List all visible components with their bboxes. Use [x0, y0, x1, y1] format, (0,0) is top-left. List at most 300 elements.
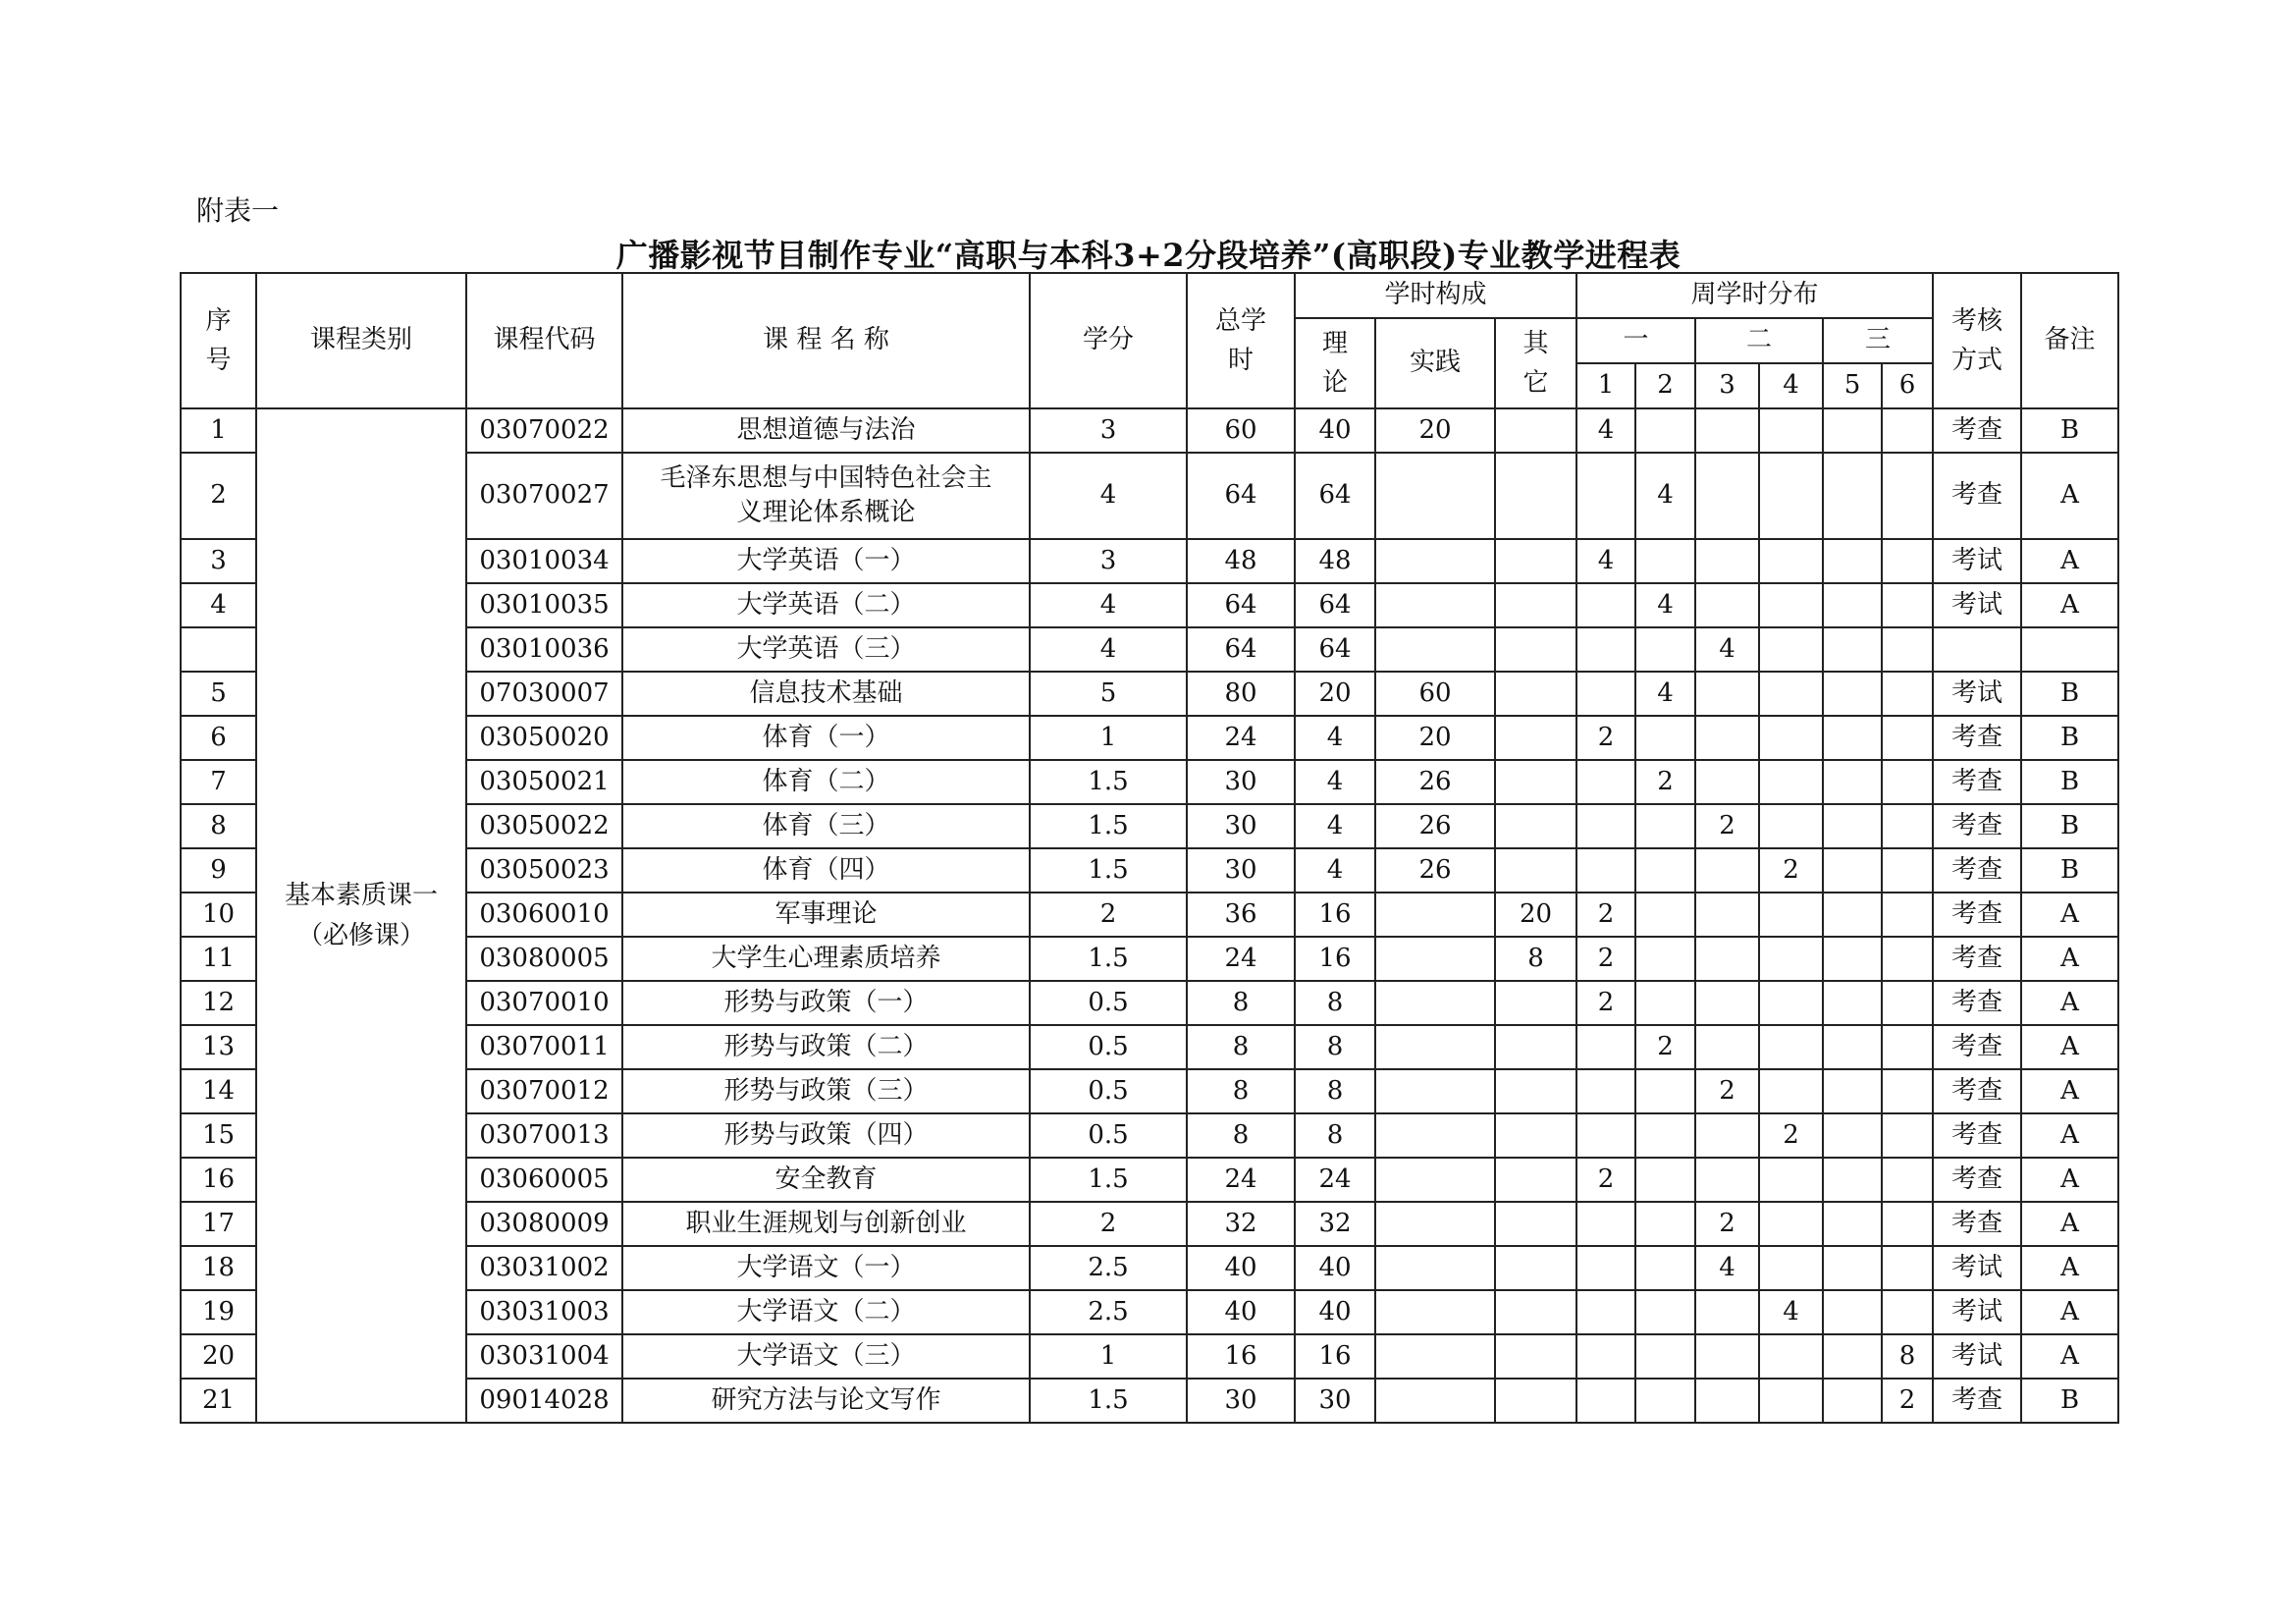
other-hours — [1495, 1202, 1576, 1246]
semester-6-hours — [1882, 1113, 1933, 1158]
theory-hours: 40 — [1295, 1246, 1375, 1290]
course-code: 09014028 — [466, 1379, 622, 1423]
header-weekly-distribution: 周学时分布 — [1576, 273, 1933, 318]
semester-5-hours — [1823, 539, 1882, 583]
semester-4-hours — [1759, 937, 1823, 981]
semester-2-hours — [1635, 1379, 1695, 1423]
course-code: 03010034 — [466, 539, 622, 583]
row-seq: 9 — [181, 848, 256, 893]
course-name: 大学英语（一） — [622, 539, 1030, 583]
assessment-method: 考查 — [1933, 848, 2021, 893]
semester-3-hours: 4 — [1695, 627, 1759, 672]
row-seq: 7 — [181, 760, 256, 804]
total-hours: 30 — [1187, 760, 1295, 804]
practice-hours — [1375, 1290, 1495, 1334]
total-hours: 30 — [1187, 804, 1295, 848]
semester-6-hours — [1882, 716, 1933, 760]
table-row — [181, 1334, 2118, 1379]
semester-2-hours — [1635, 627, 1695, 672]
table-row — [181, 1025, 2118, 1069]
semester-2-hours — [1635, 1069, 1695, 1113]
semester-1-hours: 2 — [1576, 981, 1635, 1025]
practice-hours — [1375, 981, 1495, 1025]
row-seq: 8 — [181, 804, 256, 848]
semester-6-hours — [1882, 453, 1933, 539]
remark: A — [2021, 1202, 2118, 1246]
semester-6-hours — [1882, 893, 1933, 937]
assessment-method: 考试 — [1933, 539, 2021, 583]
remark — [2021, 627, 2118, 672]
semester-6-hours — [1882, 583, 1933, 627]
semester-6-hours — [1882, 760, 1933, 804]
table-row — [181, 1069, 2118, 1113]
semester-3-hours — [1695, 937, 1759, 981]
assessment-method: 考试 — [1933, 583, 2021, 627]
remark: A — [2021, 453, 2118, 539]
table-row — [181, 937, 2118, 981]
semester-4-hours — [1759, 1334, 1823, 1379]
header-year-1: 一 — [1576, 318, 1695, 363]
header-remarks: 备注 — [2021, 273, 2118, 408]
remark: A — [2021, 1069, 2118, 1113]
header-name: 课 程 名 称 — [622, 273, 1030, 408]
semester-1-hours — [1576, 1069, 1635, 1113]
credits: 2.5 — [1030, 1290, 1187, 1334]
total-hours: 64 — [1187, 583, 1295, 627]
semester-1-hours: 2 — [1576, 716, 1635, 760]
course-code: 03050023 — [466, 848, 622, 893]
course-name: 体育（三） — [622, 804, 1030, 848]
semester-3-hours — [1695, 1379, 1759, 1423]
semester-3-hours: 2 — [1695, 1069, 1759, 1113]
other-hours — [1495, 1290, 1576, 1334]
practice-hours: 60 — [1375, 672, 1495, 716]
course-code: 03070022 — [466, 408, 622, 453]
semester-5-hours — [1823, 981, 1882, 1025]
semester-3-hours — [1695, 1025, 1759, 1069]
assessment-method: 考查 — [1933, 408, 2021, 453]
semester-2-hours: 2 — [1635, 1025, 1695, 1069]
table-row — [181, 627, 2118, 672]
theory-hours: 4 — [1295, 760, 1375, 804]
practice-hours: 26 — [1375, 848, 1495, 893]
credits: 0.5 — [1030, 1069, 1187, 1113]
semester-4-hours — [1759, 583, 1823, 627]
total-hours: 30 — [1187, 1379, 1295, 1423]
remark: B — [2021, 716, 2118, 760]
table-row — [181, 1158, 2118, 1202]
course-name: 思想道德与法治 — [622, 408, 1030, 453]
practice-hours — [1375, 539, 1495, 583]
course-code: 03050022 — [466, 804, 622, 848]
semester-1-hours — [1576, 1379, 1635, 1423]
semester-5-hours — [1823, 1025, 1882, 1069]
semester-6-hours — [1882, 539, 1933, 583]
practice-hours — [1375, 1158, 1495, 1202]
semester-2-hours — [1635, 539, 1695, 583]
semester-2-hours — [1635, 804, 1695, 848]
practice-hours: 26 — [1375, 804, 1495, 848]
other-hours — [1495, 804, 1576, 848]
semester-1-hours — [1576, 672, 1635, 716]
practice-hours — [1375, 893, 1495, 937]
semester-5-hours — [1823, 627, 1882, 672]
semester-4-hours — [1759, 1246, 1823, 1290]
other-hours — [1495, 583, 1576, 627]
practice-hours — [1375, 1069, 1495, 1113]
course-name: 体育（一） — [622, 716, 1030, 760]
header-semester-6: 6 — [1882, 363, 1933, 408]
semester-6-hours — [1882, 627, 1933, 672]
semester-3-hours: 2 — [1695, 804, 1759, 848]
remark: B — [2021, 408, 2118, 453]
row-seq: 4 — [181, 583, 256, 627]
header-year-2: 二 — [1695, 318, 1823, 363]
semester-4-hours: 4 — [1759, 1290, 1823, 1334]
practice-hours — [1375, 1334, 1495, 1379]
semester-1-hours — [1576, 583, 1635, 627]
credits: 0.5 — [1030, 1113, 1187, 1158]
other-hours — [1495, 1113, 1576, 1158]
semester-4-hours — [1759, 1158, 1823, 1202]
theory-hours: 32 — [1295, 1202, 1375, 1246]
remark: A — [2021, 1158, 2118, 1202]
semester-2-hours — [1635, 1113, 1695, 1158]
course-code: 03010035 — [466, 583, 622, 627]
theory-hours: 8 — [1295, 1113, 1375, 1158]
course-name: 大学英语（二） — [622, 583, 1030, 627]
course-name: 信息技术基础 — [622, 672, 1030, 716]
table-body — [181, 408, 2118, 1423]
semester-3-hours — [1695, 583, 1759, 627]
semester-1-hours — [1576, 804, 1635, 848]
other-hours — [1495, 1379, 1576, 1423]
course-name: 大学英语（三） — [622, 627, 1030, 672]
course-name: 职业生涯规划与创新创业 — [622, 1202, 1030, 1246]
assessment-method: 考查 — [1933, 1202, 2021, 1246]
credits: 4 — [1030, 583, 1187, 627]
practice-hours — [1375, 627, 1495, 672]
course-code: 03080005 — [466, 937, 622, 981]
theory-hours: 4 — [1295, 848, 1375, 893]
row-seq: 3 — [181, 539, 256, 583]
row-seq: 10 — [181, 893, 256, 937]
table-row — [181, 716, 2118, 760]
course-code: 03070010 — [466, 981, 622, 1025]
total-hours: 40 — [1187, 1246, 1295, 1290]
course-code: 03031003 — [466, 1290, 622, 1334]
assessment-method: 考查 — [1933, 716, 2021, 760]
course-name: 形势与政策（一） — [622, 981, 1030, 1025]
semester-4-hours — [1759, 981, 1823, 1025]
semester-6-hours — [1882, 1025, 1933, 1069]
semester-5-hours — [1823, 408, 1882, 453]
total-hours: 24 — [1187, 1158, 1295, 1202]
table-row — [181, 1246, 2118, 1290]
assessment-method: 考查 — [1933, 1158, 2021, 1202]
semester-5-hours — [1823, 848, 1882, 893]
assessment-method: 考查 — [1933, 453, 2021, 539]
assessment-method: 考试 — [1933, 1290, 2021, 1334]
semester-6-hours — [1882, 672, 1933, 716]
semester-5-hours — [1823, 1202, 1882, 1246]
semester-2-hours — [1635, 1334, 1695, 1379]
semester-2-hours — [1635, 1246, 1695, 1290]
course-category: 基本素质课一 （必修课） — [256, 408, 466, 1423]
table-row — [181, 981, 2118, 1025]
semester-1-hours — [1576, 1290, 1635, 1334]
course-name: 形势与政策（三） — [622, 1069, 1030, 1113]
semester-1-hours — [1576, 1025, 1635, 1069]
semester-4-hours — [1759, 804, 1823, 848]
semester-3-hours — [1695, 1158, 1759, 1202]
practice-hours — [1375, 453, 1495, 539]
credits: 0.5 — [1030, 981, 1187, 1025]
other-hours — [1495, 848, 1576, 893]
semester-6-hours: 8 — [1882, 1334, 1933, 1379]
course-code: 03070011 — [466, 1025, 622, 1069]
total-hours: 24 — [1187, 716, 1295, 760]
semester-5-hours — [1823, 1290, 1882, 1334]
practice-hours — [1375, 1202, 1495, 1246]
other-hours: 20 — [1495, 893, 1576, 937]
semester-6-hours — [1882, 408, 1933, 453]
semester-3-hours — [1695, 981, 1759, 1025]
teaching-plan-table — [180, 272, 2119, 1424]
semester-5-hours — [1823, 1334, 1882, 1379]
header-credits: 学分 — [1030, 273, 1187, 408]
course-name: 大学语文（二） — [622, 1290, 1030, 1334]
semester-3-hours — [1695, 716, 1759, 760]
practice-hours — [1375, 583, 1495, 627]
other-hours — [1495, 981, 1576, 1025]
semester-4-hours — [1759, 716, 1823, 760]
table-row — [181, 848, 2118, 893]
credits: 0.5 — [1030, 1025, 1187, 1069]
other-hours — [1495, 408, 1576, 453]
remark: B — [2021, 672, 2118, 716]
header-semester-2: 2 — [1635, 363, 1695, 408]
course-code: 03050020 — [466, 716, 622, 760]
course-code: 03070027 — [466, 453, 622, 539]
theory-hours: 16 — [1295, 893, 1375, 937]
course-name: 形势与政策（二） — [622, 1025, 1030, 1069]
semester-5-hours — [1823, 760, 1882, 804]
practice-hours — [1375, 1113, 1495, 1158]
semester-2-hours: 4 — [1635, 453, 1695, 539]
semester-2-hours — [1635, 1290, 1695, 1334]
semester-2-hours — [1635, 848, 1695, 893]
semester-4-hours — [1759, 1379, 1823, 1423]
semester-1-hours: 2 — [1576, 893, 1635, 937]
assessment-method: 考查 — [1933, 981, 2021, 1025]
header-other: 其 它 — [1495, 318, 1576, 408]
semester-5-hours — [1823, 583, 1882, 627]
header-semester-1: 1 — [1576, 363, 1635, 408]
total-hours: 64 — [1187, 627, 1295, 672]
total-hours: 36 — [1187, 893, 1295, 937]
semester-1-hours — [1576, 760, 1635, 804]
semester-3-hours — [1695, 408, 1759, 453]
semester-3-hours — [1695, 1290, 1759, 1334]
course-name: 大学语文（一） — [622, 1246, 1030, 1290]
header-semester-3: 3 — [1695, 363, 1759, 408]
header-assessment: 考核 方式 — [1933, 273, 2021, 408]
credits: 1.5 — [1030, 804, 1187, 848]
course-name: 研究方法与论文写作 — [622, 1379, 1030, 1423]
header-practice: 实践 — [1375, 318, 1495, 408]
theory-hours: 4 — [1295, 716, 1375, 760]
practice-hours: 20 — [1375, 408, 1495, 453]
header-category: 课程类别 — [256, 273, 466, 408]
header-total-hours: 总学 时 — [1187, 273, 1295, 408]
semester-4-hours — [1759, 453, 1823, 539]
header-year-3: 三 — [1823, 318, 1933, 363]
semester-2-hours: 2 — [1635, 760, 1695, 804]
theory-hours: 48 — [1295, 539, 1375, 583]
total-hours: 30 — [1187, 848, 1295, 893]
total-hours: 8 — [1187, 1025, 1295, 1069]
remark: A — [2021, 1334, 2118, 1379]
semester-5-hours — [1823, 893, 1882, 937]
semester-3-hours — [1695, 672, 1759, 716]
other-hours — [1495, 539, 1576, 583]
assessment-method: 考试 — [1933, 1246, 2021, 1290]
other-hours — [1495, 1246, 1576, 1290]
theory-hours: 8 — [1295, 981, 1375, 1025]
semester-4-hours — [1759, 760, 1823, 804]
semester-1-hours — [1576, 1334, 1635, 1379]
theory-hours: 40 — [1295, 408, 1375, 453]
assessment-method: 考试 — [1933, 1334, 2021, 1379]
semester-3-hours — [1695, 1113, 1759, 1158]
total-hours: 24 — [1187, 937, 1295, 981]
header-semester-5: 5 — [1823, 363, 1882, 408]
row-seq: 19 — [181, 1290, 256, 1334]
semester-1-hours — [1576, 627, 1635, 672]
table-row — [181, 1290, 2118, 1334]
theory-hours: 16 — [1295, 937, 1375, 981]
remark: A — [2021, 893, 2118, 937]
course-name: 体育（二） — [622, 760, 1030, 804]
assessment-method: 考查 — [1933, 1113, 2021, 1158]
semester-4-hours — [1759, 627, 1823, 672]
practice-hours — [1375, 1379, 1495, 1423]
course-name: 形势与政策（四） — [622, 1113, 1030, 1158]
credits: 1.5 — [1030, 1379, 1187, 1423]
table-row — [181, 408, 2118, 453]
remark: B — [2021, 760, 2118, 804]
semester-4-hours — [1759, 1025, 1823, 1069]
total-hours: 16 — [1187, 1334, 1295, 1379]
semester-6-hours — [1882, 848, 1933, 893]
header-seq: 序 号 — [181, 273, 256, 408]
row-seq: 2 — [181, 453, 256, 539]
semester-5-hours — [1823, 716, 1882, 760]
semester-6-hours — [1882, 1069, 1933, 1113]
other-hours — [1495, 672, 1576, 716]
other-hours — [1495, 716, 1576, 760]
practice-hours: 20 — [1375, 716, 1495, 760]
remark: A — [2021, 937, 2118, 981]
remark: A — [2021, 1290, 2118, 1334]
credits: 4 — [1030, 453, 1187, 539]
theory-hours: 24 — [1295, 1158, 1375, 1202]
semester-1-hours: 2 — [1576, 937, 1635, 981]
total-hours: 40 — [1187, 1290, 1295, 1334]
semester-3-hours — [1695, 453, 1759, 539]
practice-hours: 26 — [1375, 760, 1495, 804]
theory-hours: 64 — [1295, 627, 1375, 672]
remark: A — [2021, 583, 2118, 627]
semester-5-hours — [1823, 1113, 1882, 1158]
other-hours — [1495, 760, 1576, 804]
other-hours — [1495, 627, 1576, 672]
semester-2-hours — [1635, 1202, 1695, 1246]
course-name: 安全教育 — [622, 1158, 1030, 1202]
other-hours: 8 — [1495, 937, 1576, 981]
semester-1-hours — [1576, 1113, 1635, 1158]
semester-1-hours — [1576, 848, 1635, 893]
total-hours: 8 — [1187, 1069, 1295, 1113]
theory-hours: 40 — [1295, 1290, 1375, 1334]
assessment-method: 考查 — [1933, 1025, 2021, 1069]
row-seq: 16 — [181, 1158, 256, 1202]
semester-6-hours — [1882, 981, 1933, 1025]
course-code: 03031004 — [466, 1334, 622, 1379]
semester-3-hours — [1695, 760, 1759, 804]
assessment-method: 考查 — [1933, 893, 2021, 937]
semester-1-hours: 4 — [1576, 539, 1635, 583]
semester-4-hours: 2 — [1759, 848, 1823, 893]
credits: 2 — [1030, 1202, 1187, 1246]
semester-5-hours — [1823, 937, 1882, 981]
semester-6-hours: 2 — [1882, 1379, 1933, 1423]
theory-hours: 30 — [1295, 1379, 1375, 1423]
remark: B — [2021, 848, 2118, 893]
total-hours: 60 — [1187, 408, 1295, 453]
row-seq: 21 — [181, 1379, 256, 1423]
credits: 3 — [1030, 539, 1187, 583]
credits: 2 — [1030, 893, 1187, 937]
semester-2-hours — [1635, 1158, 1695, 1202]
semester-4-hours — [1759, 893, 1823, 937]
other-hours — [1495, 1025, 1576, 1069]
assessment-method: 考查 — [1933, 760, 2021, 804]
semester-1-hours — [1576, 1202, 1635, 1246]
theory-hours: 64 — [1295, 583, 1375, 627]
total-hours: 32 — [1187, 1202, 1295, 1246]
semester-5-hours — [1823, 1246, 1882, 1290]
semester-4-hours — [1759, 1069, 1823, 1113]
assessment-method: 考查 — [1933, 1069, 2021, 1113]
semester-6-hours — [1882, 1202, 1933, 1246]
course-code: 03010036 — [466, 627, 622, 672]
appendix-label: 附表一 — [196, 194, 280, 227]
semester-6-hours — [1882, 937, 1933, 981]
semester-3-hours — [1695, 1334, 1759, 1379]
table-row — [181, 804, 2118, 848]
row-seq: 11 — [181, 937, 256, 981]
semester-4-hours: 2 — [1759, 1113, 1823, 1158]
semester-1-hours: 2 — [1576, 1158, 1635, 1202]
semester-4-hours — [1759, 408, 1823, 453]
remark: A — [2021, 981, 2118, 1025]
course-code: 03031002 — [466, 1246, 622, 1290]
semester-5-hours — [1823, 804, 1882, 848]
semester-1-hours: 4 — [1576, 408, 1635, 453]
remark: A — [2021, 1113, 2118, 1158]
